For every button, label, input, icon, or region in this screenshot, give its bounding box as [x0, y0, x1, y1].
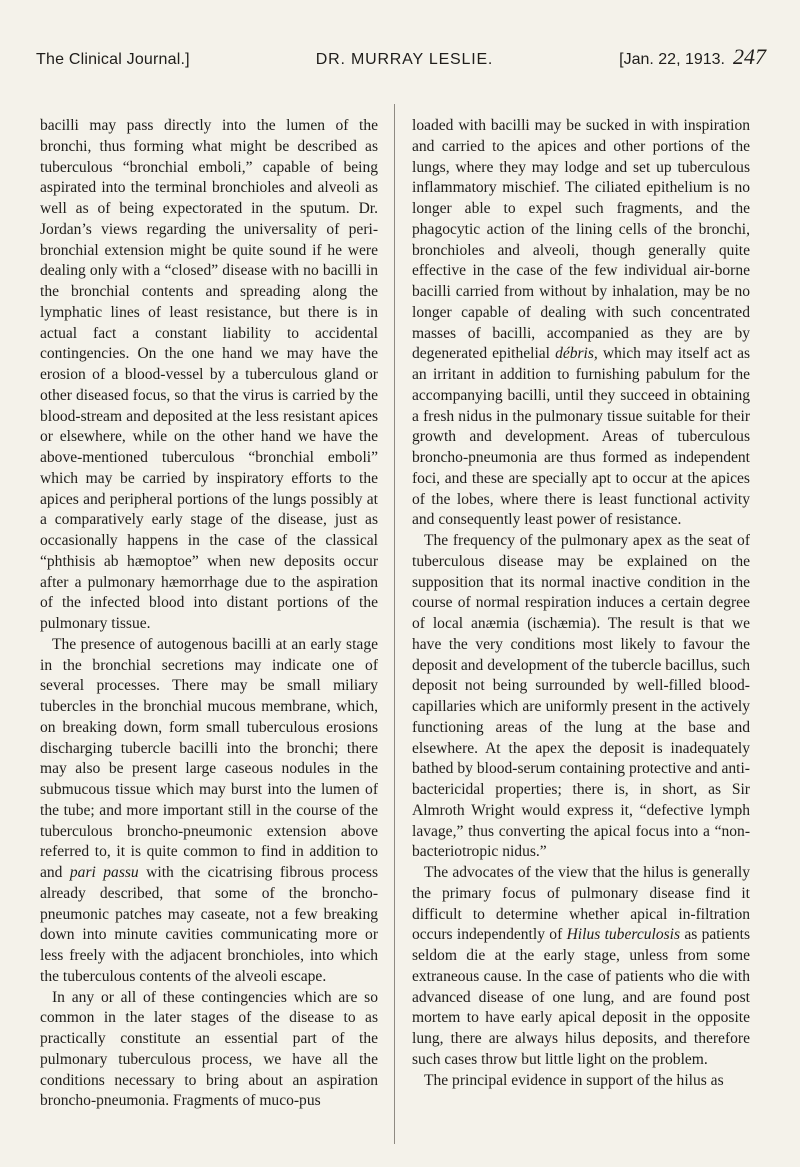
- header-right: [619, 44, 766, 70]
- right-paragraph-4: The principal evidence in support of the hilus as: [424, 1071, 724, 1089]
- right-column: [412, 116, 750, 1146]
- left-column: [40, 116, 378, 1146]
- left-paragraph-2-text-a: The presence of autogenous bacilli at an early stage in the bronchial secretions may indicate one of several processes. There may be small miliary tubercles in the bronchial mucous membrane, which, on breaking down, form small tuberculous erosions discharging tubercle bacilli into the bronchi; there may also be present large caseous nodules in the submucous tissue which may burst into the lumen of the tube; and more important still in the course of the tuberculous broncho-pneumonic extension above referred to, it is quite common to find in addition to and: [40, 635, 378, 881]
- right-paragraph-1: [412, 116, 750, 531]
- page-number: 247: [733, 44, 766, 69]
- right-paragraph-3-text-b: as patients seldom die at the early stage, unless from some extraneous cause. In the case of patients who die with advanced disease of one lung, and are found post mortem to have early apical deposit in the opposite lung, there are always hilus deposits, and therefore such cases throw but little light on the problem.: [412, 926, 750, 1068]
- right-paragraph-1-text-a: loaded with bacilli may be sucked in with inspiration and carried to the apices and other portions of the lungs, where they may lodge and set up tuberculous inflammatory mischief. The ciliated epithelium is no longer able to expel such fragments, and the phagocytic action of the lining cells of the bronchi, bronchioles and alveoli, though generally quite effective in the case of the few individual air-borne bacilli carried from without by inhalation, may be no longer capable of dealing with such concentrated masses of bacilli, accompanied as they are by degenerated epithelial: [412, 117, 750, 363]
- article-author: DR. MURRAY LESLIE.: [315, 51, 494, 68]
- left-paragraph-2-italic: pari passu: [69, 864, 139, 881]
- right-paragraph-3-italic: Hilus tuberculosis: [566, 926, 681, 944]
- issue-date: [Jan. 22, 1913.: [619, 51, 725, 68]
- right-paragraph-3: [412, 863, 750, 1071]
- right-paragraph-3-text-a: The advocates of the view that the hilus is generally the primary focus of pulmonary disease find it difficult to determine whether apical in-filtration occurs independently of: [412, 864, 750, 944]
- right-paragraph-1-italic: débris,: [555, 345, 598, 363]
- left-paragraph-3: In any or all of these contingencies which are so common in the later stages of the disease to as practically constitute an essential part of the pulmonary tuberculous process, we have all the conditions necessary to bring about an aspiration broncho-pneumonia. Fragments of muco-pus: [40, 988, 378, 1110]
- column-divider: [394, 104, 395, 1144]
- left-paragraph-2-text-b: with the cicatrising fibrous process already described, that some of the broncho-pneumonic patches may caseate, not a few breaking down into minute cavities communicating more or less freely with the adjacent bronchioles, into which the tuberculous contents of the alveoli escape.: [40, 864, 378, 985]
- right-paragraph-2: The frequency of the pulmonary apex as the seat of tuberculous disease may be explained on the supposition that its normal inactive condition in the course of normal respiration induces a certain degree of local anæmia (ischæmia). The result is that we have the very conditions most likely to favour the deposit and development of the tubercle bacillus, such deposit not being surrounded by well-filled blood-capillaries which are uniformly present in the actively functioning areas of the lung at the base and elsewhere. At the apex the deposit is inadequately bathed by blood-serum containing protective and anti-bactericidal properties; there is, in short, as Sir Almroth Wright would express it, “defective lymph lavage,” thus converting the apical focus into a “non-bacteriotropic nidus.”: [412, 532, 750, 861]
- running-header: [36, 44, 766, 80]
- left-paragraph-2: [40, 635, 378, 988]
- journal-title: The Clinical Journal.]: [36, 51, 190, 68]
- left-paragraph-1: bacilli may pass directly into the lumen of the bronchi, thus forming what might be described as tuberculous “bronchial emboli,” capable of being aspirated into the terminal bronchioles and alveoli as well as of being expectorated in the sputum. Dr. Jordan’s views regarding the universality of peri-bronchial extension might be quite sound if he were dealing only with a “closed” disease with no bacilli in the bronchial contents and spreading along the lymphatic lines of least resistance, but there is in actual fact a constant liability to accidental contingencies. On the one hand we may have the erosion of a blood-vessel by a tuberculous gland or other diseased focus, so that the virus is carried by the blood-stream and deposited at the less resistant apices or elsewhere, while on the other hand we have the above-mentioned tuberculous “bronchial emboli” which may be carried by inspiratory efforts to the apices and peripheral portions of the lungs possibly at a comparatively early stage of the disease, just as occasionally happens in the case of the classical “phthisis ab hæmoptoe” when new deposits occur after a pulmonary hæmorrhage due to the aspiration of the infected blood into distant portions of the pulmonary tissue.: [40, 117, 378, 632]
- right-paragraph-1-text-b: which may itself act as an irritant in addition to furnishing pabulum for the accompanying bacilli, until they succeed in obtaining a fresh nidus in the pulmonary tissue suitable for their growth and development. Areas of tuberculous broncho-pneumonia are thus formed as independent foci, and these are specially apt to occur at the apices of the lobes, where there is least functional activity and consequently least power of resistance.: [412, 345, 750, 529]
